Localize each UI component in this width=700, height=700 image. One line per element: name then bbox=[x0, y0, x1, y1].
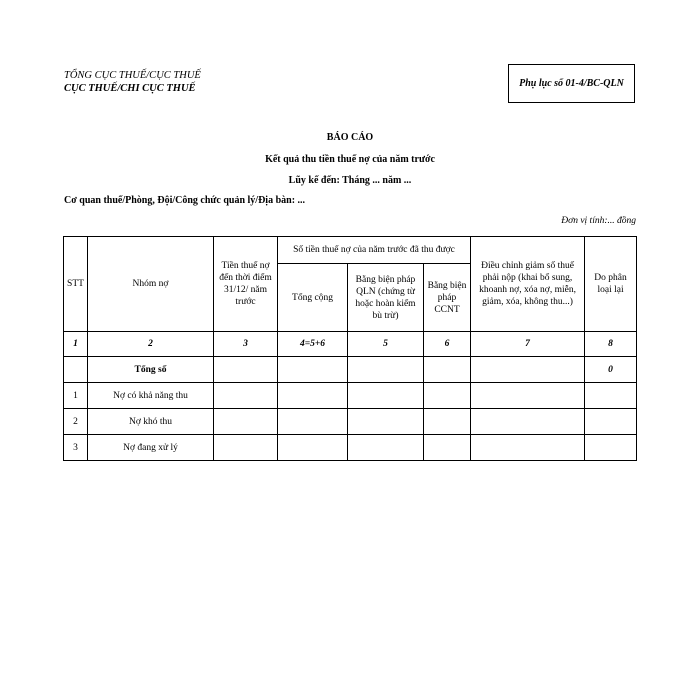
row-cell bbox=[214, 409, 278, 435]
report-table bbox=[63, 236, 637, 461]
table-row bbox=[64, 409, 637, 435]
row-cell bbox=[471, 435, 585, 461]
table-row bbox=[64, 435, 637, 461]
row-name: Nợ có khả năng thu bbox=[88, 383, 214, 409]
header-adjust: Điều chỉnh giảm số thuế phải nộp (khai bổ sung, khoanh nợ, xóa nợ, miễn, giảm, xóa, không thu...) bbox=[471, 237, 585, 332]
row-cell bbox=[585, 383, 637, 409]
row-cell bbox=[471, 383, 585, 409]
index-cell: 3 bbox=[214, 332, 278, 357]
table-row-total bbox=[64, 357, 637, 383]
appendix-box bbox=[508, 64, 635, 103]
org-line-2: CỤC THUẾ/CHI CỤC THUẾ bbox=[64, 83, 196, 94]
row-name: Nợ đang xử lý bbox=[88, 435, 214, 461]
row-cell bbox=[348, 435, 424, 461]
row-name: Nợ khó thu bbox=[88, 409, 214, 435]
header-collected: Số tiền thuế nợ của năm trước đã thu được bbox=[278, 237, 471, 264]
row-name: Tổng số bbox=[88, 357, 214, 383]
header-total: Tổng cộng bbox=[278, 264, 348, 332]
issuing-organization bbox=[64, 69, 201, 95]
header-reclass: Do phân loại lại bbox=[585, 237, 637, 332]
row-stt: 2 bbox=[64, 409, 88, 435]
table-row bbox=[64, 383, 637, 409]
row-cell bbox=[424, 357, 471, 383]
row-cell bbox=[348, 383, 424, 409]
index-cell: 8 bbox=[585, 332, 637, 357]
row-cell: 0 bbox=[585, 357, 637, 383]
column-index-row bbox=[64, 332, 637, 357]
row-cell bbox=[585, 435, 637, 461]
index-cell: 2 bbox=[88, 332, 214, 357]
header-ccnt: Bằng biện pháp CCNT bbox=[424, 264, 471, 332]
row-stt: 1 bbox=[64, 383, 88, 409]
report-subtitle: Kết quả thu tiền thuế nợ của năm trước bbox=[265, 154, 435, 165]
header-debt-at: Tiền thuế nợ đến thời điểm 31/12/ năm trước bbox=[214, 237, 278, 332]
row-cell bbox=[471, 409, 585, 435]
row-cell bbox=[278, 357, 348, 383]
row-cell bbox=[585, 409, 637, 435]
index-cell: 1 bbox=[64, 332, 88, 357]
index-cell: 6 bbox=[424, 332, 471, 357]
appendix-label: Phụ lục số 01-4/BC-QLN bbox=[519, 78, 624, 89]
row-cell bbox=[278, 435, 348, 461]
row-cell bbox=[214, 435, 278, 461]
row-cell bbox=[214, 357, 278, 383]
report-period: Lũy kế đến: Tháng ... năm ... bbox=[288, 175, 412, 186]
row-cell bbox=[348, 357, 424, 383]
index-cell: 5 bbox=[348, 332, 424, 357]
row-stt: 3 bbox=[64, 435, 88, 461]
row-cell bbox=[348, 409, 424, 435]
row-cell bbox=[278, 383, 348, 409]
row-cell bbox=[278, 409, 348, 435]
row-stt bbox=[64, 357, 88, 383]
header-stt: STT bbox=[64, 237, 88, 332]
agency-line: Cơ quan thuế/Phòng, Đội/Công chức quản lý/Địa bàn: ... bbox=[64, 195, 306, 206]
header-group: Nhóm nợ bbox=[88, 237, 214, 332]
report-title: BÁO CÁO bbox=[326, 132, 374, 143]
index-cell: 7 bbox=[471, 332, 585, 357]
row-cell bbox=[471, 357, 585, 383]
header-row-1 bbox=[64, 237, 637, 264]
header-qln: Bằng biện pháp QLN (chứng từ hoặc hoàn kiểm bù trừ) bbox=[348, 264, 424, 332]
org-line-1: TỔNG CỤC THUẾ/CỤC THUẾ bbox=[64, 70, 201, 81]
row-cell bbox=[424, 435, 471, 461]
index-cell: 4=5+6 bbox=[278, 332, 348, 357]
row-cell bbox=[424, 409, 471, 435]
unit-line: Đơn vị tính:... đồng bbox=[561, 216, 636, 226]
row-cell bbox=[424, 383, 471, 409]
row-cell bbox=[214, 383, 278, 409]
